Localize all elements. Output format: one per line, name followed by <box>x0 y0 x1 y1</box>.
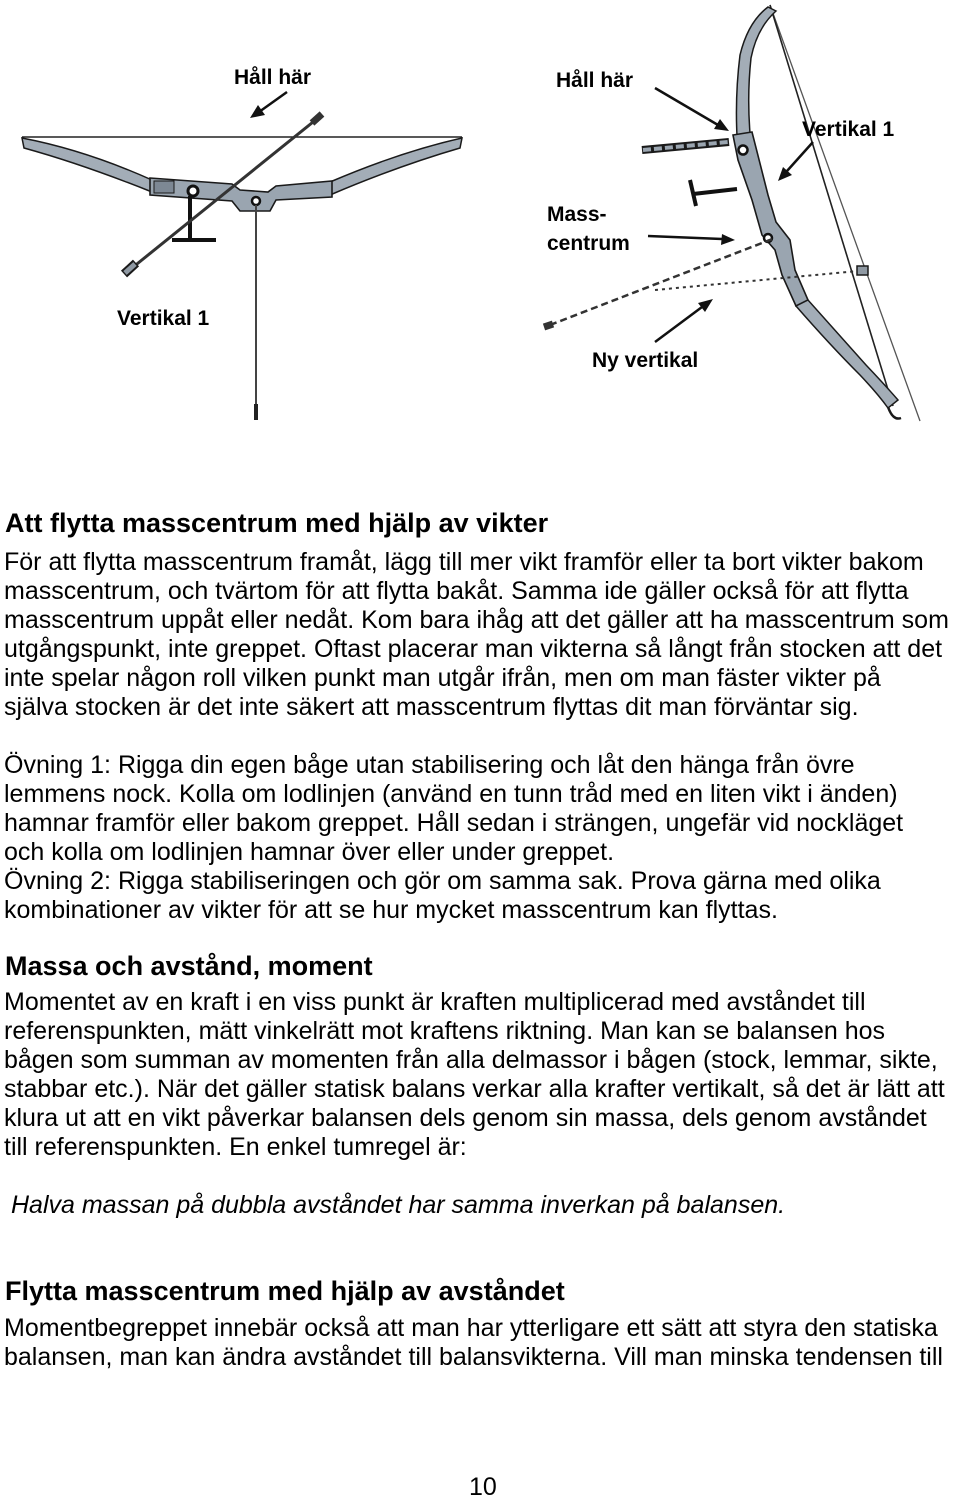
right-dotted-line-end <box>857 266 868 275</box>
left-bow-left-limb <box>22 138 152 192</box>
paragraph-weights-1 <box>4 548 949 722</box>
right-vertical-arrow-line <box>787 142 813 171</box>
left-bow-pivot-point <box>252 197 260 205</box>
paragraph-exercises <box>4 751 903 925</box>
paragraph-line: kombinationer av vikter för att se hur mycket masscentrum kan flyttas. <box>4 896 778 924</box>
paragraph-line: balansen, man kan ändra avståndet till balansvikterna. Vill man minska tendensen till <box>4 1343 943 1371</box>
paragraph-moment <box>4 988 945 1162</box>
paragraph-line: masscentrum uppåt eller nedåt. Kom bara ihåg att det gäller att ha masscentrum som <box>4 606 949 634</box>
paragraph-line: Momentet av en kraft i en viss punkt är kraften multiplicerad med avståndet till <box>4 988 866 1016</box>
section-heading-distance: Flytta masscentrum med hjälp av avståndet <box>5 1276 565 1306</box>
mass-center-arrow-line <box>648 236 722 239</box>
right-hold-arrow-line <box>655 88 718 125</box>
paragraph-line: inte spelar någon roll vilken punkt man utgår ifrån, men om man fäster vikter på <box>4 664 881 692</box>
right-hold-label: Håll här <box>556 69 634 92</box>
paragraph-line: till referenspunkten. En enkel tumregel är: <box>4 1133 467 1161</box>
mass-center-arrow-head <box>721 234 735 245</box>
paragraph-line: bågen som summan av momenten från alla delmassor i bågen (stock, lemmar, sikte, <box>4 1046 938 1074</box>
right-bow-diagram <box>544 5 920 421</box>
new-vertical-label: Ny vertikal <box>592 349 699 372</box>
page-number: 10 <box>469 1473 497 1501</box>
left-hold-label: Håll här <box>234 66 312 89</box>
right-bow-sight-stem <box>693 189 737 194</box>
paragraph-line: masscentrum, och tvärtom för att flytta bakåt. Samma ide gäller också för att flytta <box>4 577 909 605</box>
paragraph-line: referenspunkten, mätt vinkelrätt mot kraftens riktning. Man kan se balansen hos <box>4 1017 886 1045</box>
right-dashed-rod-end <box>544 324 553 327</box>
left-bow-right-limb <box>330 138 462 195</box>
mass-center-label-line-1: Mass- <box>547 203 607 226</box>
paragraph-line: hamnar framför eller bakom greppet. Håll sedan i strängen, ungefär vid nockläget <box>4 809 904 837</box>
left-vertical-label: Vertikal 1 <box>117 307 210 330</box>
paragraph-line: lemmens nock. Kolla om lodlinjen (använd en tunn tråd med en liten vikt i änden) <box>4 780 898 808</box>
left-bow-riser <box>150 178 332 211</box>
new-vertical-arrow-head <box>698 299 713 312</box>
paragraph-line: Momentbegreppet innebär också att man har ytterligare ett sätt att styra den statiska <box>4 1314 938 1342</box>
right-bow-lower-tip <box>888 407 901 419</box>
paragraph-distance <box>4 1314 943 1372</box>
right-bow-upper-limb <box>736 7 776 136</box>
left-bow-bolt <box>188 186 198 196</box>
paragraph-line: utgångspunkt, inte greppet. Oftast placerar man vikterna så långt från stocken att det <box>4 635 943 663</box>
left-hold-arrow-head <box>250 105 265 118</box>
left-rod-bottom-end-fill <box>125 264 135 273</box>
left-bow-sight-stem <box>188 196 192 240</box>
left-hold-arrow-line <box>259 92 287 112</box>
right-bow-bolt <box>739 146 748 155</box>
paragraph-line: För att flytta masscentrum framåt, lägg till mer vikt framför eller ta bort vikter bakom <box>4 548 924 576</box>
section-heading-moment: Massa och avstånd, moment <box>5 951 373 981</box>
mass-center-label-line-2: centrum <box>547 232 630 255</box>
left-bow-riser-accent <box>154 181 174 193</box>
right-vertical-label: Vertikal 1 <box>802 118 895 141</box>
section-heading-weights: Att flytta masscentrum med hjälp av vikter <box>5 508 549 538</box>
bow-balance-figure <box>0 0 960 430</box>
left-bow-diagram <box>22 66 462 420</box>
paragraph-line: själva stocken är det inte säkert att masscentrum flyttas dit man förväntar sig. <box>4 693 859 721</box>
left-rod-top-end <box>312 114 322 123</box>
paragraph-line: klura ut att en vikt påverkar balansen dels genom sin massa, dels genom avståndet <box>4 1104 927 1132</box>
rule-of-thumb: Halva massan på dubbla avståndet har samma inverkan på balansen. <box>11 1191 786 1219</box>
paragraph-line: och kolla om lodlinjen hamnar över eller under greppet. <box>4 838 615 866</box>
right-bow-riser <box>733 132 808 306</box>
paragraph-line: stabbar etc.). När det gäller statisk balans verkar alla krafter vertikalt, så det är lätt att <box>4 1075 945 1103</box>
paragraph-line: Övning 1: Rigga din egen båge utan stabilisering och låt den hänga från övre <box>4 751 855 779</box>
left-plumb-weight <box>254 404 258 420</box>
left-bow-sight-bar <box>172 238 216 242</box>
paragraph-line: Övning 2: Rigga stabiliseringen och gör om samma sak. Prova gärna med olika <box>4 867 881 895</box>
new-vertical-arrow-line <box>655 307 702 342</box>
